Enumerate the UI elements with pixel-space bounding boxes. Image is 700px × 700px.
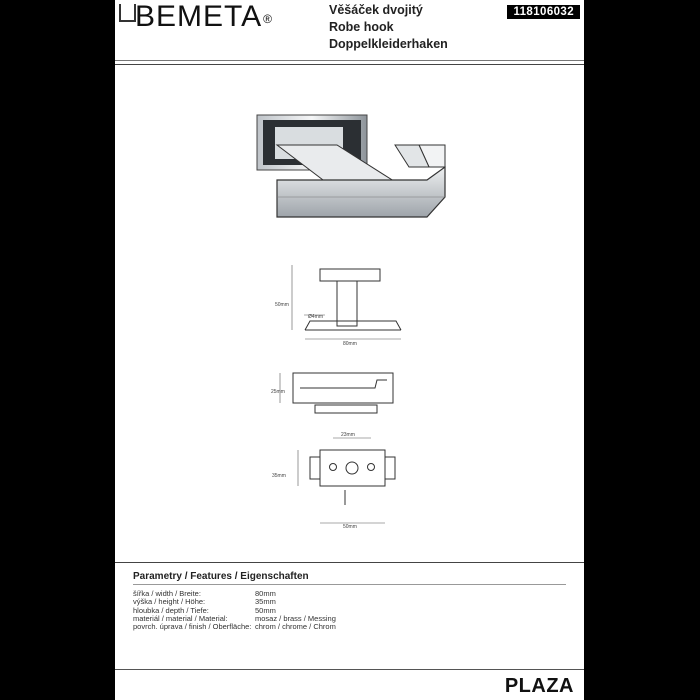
technical-drawing	[115, 255, 584, 555]
param-value: 35mm	[255, 597, 276, 607]
header-divider	[115, 60, 584, 61]
param-label: povrch. úprava / finish / Oberfläche:	[133, 622, 252, 632]
params-labels	[133, 590, 251, 631]
title-de: Doppelkleiderhaken	[329, 37, 448, 51]
width-dimension: 80mm	[343, 341, 357, 347]
param-value: 80mm	[255, 589, 276, 598]
params-title: Parametry / Features / Eigenschaften	[133, 571, 309, 582]
series-name: PLAZA	[504, 675, 574, 697]
param-value: chrom / chrome / Chrom	[255, 622, 336, 632]
logo-mark	[119, 4, 136, 22]
height-dimension: 50mm	[275, 302, 289, 308]
param-value: 50mm	[255, 605, 276, 615]
diameter-dimension: Ø4mm	[308, 314, 323, 320]
product-titles	[329, 2, 448, 53]
params-divider	[133, 584, 566, 585]
param-label: šířka / width / Breite:	[133, 589, 201, 598]
params-values	[255, 590, 336, 631]
plate-height-dimension: 35mm	[272, 473, 286, 479]
hole-spacing-dimension: 23mm	[341, 432, 355, 438]
footer-divider	[115, 669, 584, 670]
title-cz: Věšáček dvojitý	[329, 3, 423, 17]
param-label: hloubka / depth / Tiefe:	[133, 605, 209, 615]
title-en: Robe hook	[329, 20, 394, 34]
param-label: výška / height / Höhe:	[133, 597, 206, 607]
product-sheet	[115, 0, 584, 700]
depth-dimension: 25mm	[271, 389, 285, 395]
param-label: materiál / material / Material:	[133, 613, 228, 623]
brand-logo: BEMETA®	[135, 0, 273, 33]
plate-width-dimension: 50mm	[343, 524, 357, 530]
param-value: mosaz / brass / Messing	[255, 613, 336, 623]
product-code: 118106032	[507, 5, 580, 19]
product-image	[247, 105, 457, 235]
